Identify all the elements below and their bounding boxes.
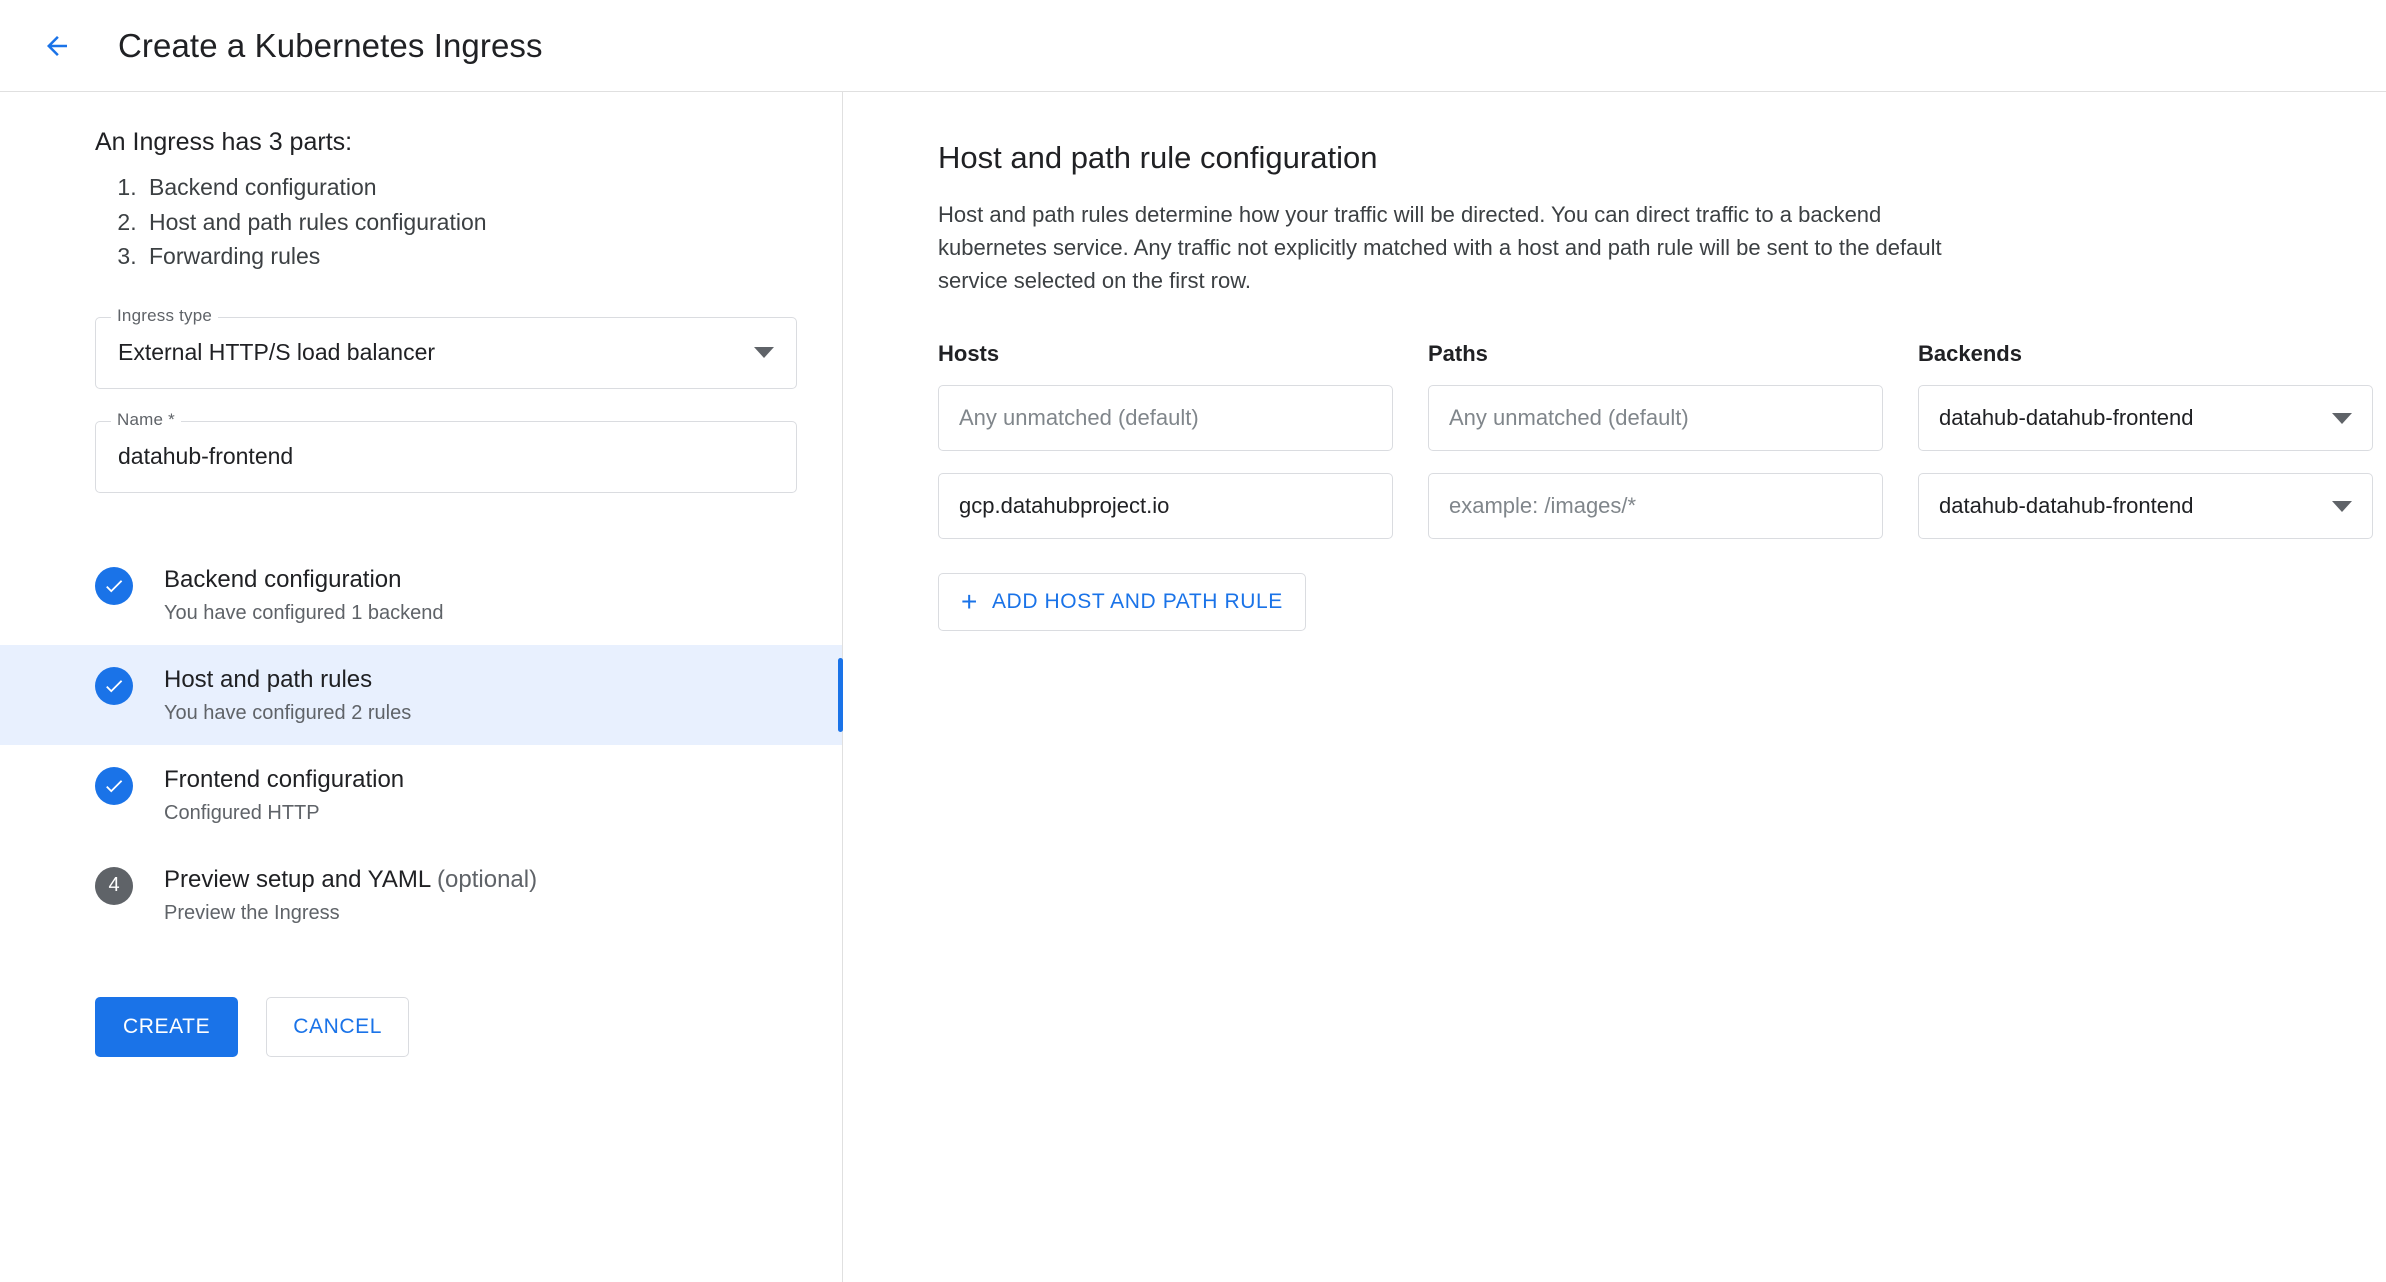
host-path-rules-table bbox=[938, 341, 2358, 561]
page-title: Create a Kubernetes Ingress bbox=[118, 26, 543, 64]
list-item: 3. Forwarding rules bbox=[143, 240, 842, 273]
step-frontend-configuration[interactable] bbox=[0, 745, 842, 845]
table-row bbox=[1428, 473, 1883, 539]
check-icon bbox=[95, 767, 133, 805]
ingress-type-field bbox=[95, 305, 797, 389]
page-body bbox=[0, 92, 2386, 1282]
backend-select-value-row-1: datahub-datahub-frontend bbox=[1939, 405, 2194, 430]
create-button[interactable]: CREATE bbox=[95, 997, 238, 1057]
list-item: 1. Backend configuration bbox=[143, 171, 842, 204]
step-text bbox=[164, 865, 537, 925]
section-description: Host and path rules determine how your traffic will be directed. You can direct traffic to a backend kubernetes service. Any traffic not explicitly matched with a host and path rule will be sent to the default service selected on the first row. bbox=[938, 202, 1942, 293]
backend-select-value-row-2: datahub-datahub-frontend bbox=[1939, 493, 2194, 518]
name-input-value: datahub-frontend bbox=[118, 443, 294, 470]
backend-select-row-1[interactable] bbox=[1918, 385, 2373, 451]
step-preview-setup-and-yaml[interactable] bbox=[0, 845, 842, 945]
chevron-down-icon bbox=[2332, 501, 2352, 512]
ingress-type-select[interactable] bbox=[95, 317, 797, 389]
ingress-parts-list bbox=[95, 171, 842, 273]
check-icon bbox=[95, 567, 133, 605]
ingress-type-value: External HTTP/S load balancer bbox=[118, 339, 436, 366]
add-host-and-path-rule-label: ADD HOST AND PATH RULE bbox=[991, 590, 1283, 613]
page-header bbox=[0, 0, 2386, 92]
column-header-hosts: Hosts bbox=[938, 341, 1000, 366]
step-title: Host and path rules bbox=[164, 665, 373, 693]
chevron-down-icon bbox=[754, 347, 774, 358]
step-subtitle: Preview the Ingress bbox=[164, 901, 340, 924]
chevron-down-icon bbox=[2332, 413, 2352, 424]
step-backend-configuration[interactable] bbox=[0, 545, 842, 645]
name-input-wrap[interactable] bbox=[95, 421, 797, 493]
table-row bbox=[1428, 385, 1883, 451]
step-subtitle: You have configured 2 rules bbox=[164, 701, 412, 724]
steps-list bbox=[0, 545, 842, 945]
backend-select-row-2[interactable] bbox=[1918, 473, 2373, 539]
host-input-row-1[interactable] bbox=[938, 385, 1393, 451]
step-text bbox=[164, 765, 404, 825]
step-text bbox=[164, 565, 443, 625]
step-text bbox=[164, 665, 411, 725]
step-title bbox=[164, 865, 537, 895]
step-title: Backend configuration bbox=[164, 565, 402, 593]
step-title-optional: (optional) bbox=[430, 865, 538, 893]
form-actions bbox=[95, 997, 842, 1057]
path-input-row-2[interactable] bbox=[1428, 473, 1883, 539]
intro-text: An Ingress has 3 parts: bbox=[95, 128, 353, 156]
list-item: 2. Host and path rules configuration bbox=[143, 206, 842, 239]
back-arrow-icon[interactable] bbox=[34, 23, 80, 69]
add-host-and-path-rule-button[interactable] bbox=[938, 573, 1306, 631]
section-title: Host and path rule configuration bbox=[938, 140, 1378, 175]
path-input-row-1[interactable] bbox=[1428, 385, 1883, 451]
step-title-main: Preview setup and YAML bbox=[164, 865, 431, 893]
host-input-row-2[interactable] bbox=[938, 473, 1393, 539]
ingress-type-label: Ingress type bbox=[111, 306, 218, 326]
name-label: Name * bbox=[111, 410, 181, 430]
step-title: Frontend configuration bbox=[164, 765, 405, 793]
step-subtitle: You have configured 1 backend bbox=[164, 601, 444, 624]
table-row bbox=[1918, 473, 2373, 539]
cancel-button[interactable]: CANCEL bbox=[266, 997, 409, 1057]
right-panel bbox=[843, 92, 2386, 1282]
column-header-backends: Backends bbox=[1918, 341, 2022, 366]
check-icon bbox=[95, 667, 133, 705]
table-row bbox=[938, 385, 1393, 451]
plus-icon: + bbox=[961, 586, 978, 617]
step-host-and-path-rules[interactable] bbox=[0, 645, 842, 745]
step-number-badge: 4 bbox=[95, 867, 133, 905]
table-row bbox=[938, 473, 1393, 539]
step-subtitle: Configured HTTP bbox=[164, 801, 320, 824]
table-row bbox=[1918, 385, 2373, 451]
name-field bbox=[95, 409, 797, 493]
left-panel bbox=[0, 92, 843, 1282]
column-header-paths: Paths bbox=[1428, 341, 1488, 366]
